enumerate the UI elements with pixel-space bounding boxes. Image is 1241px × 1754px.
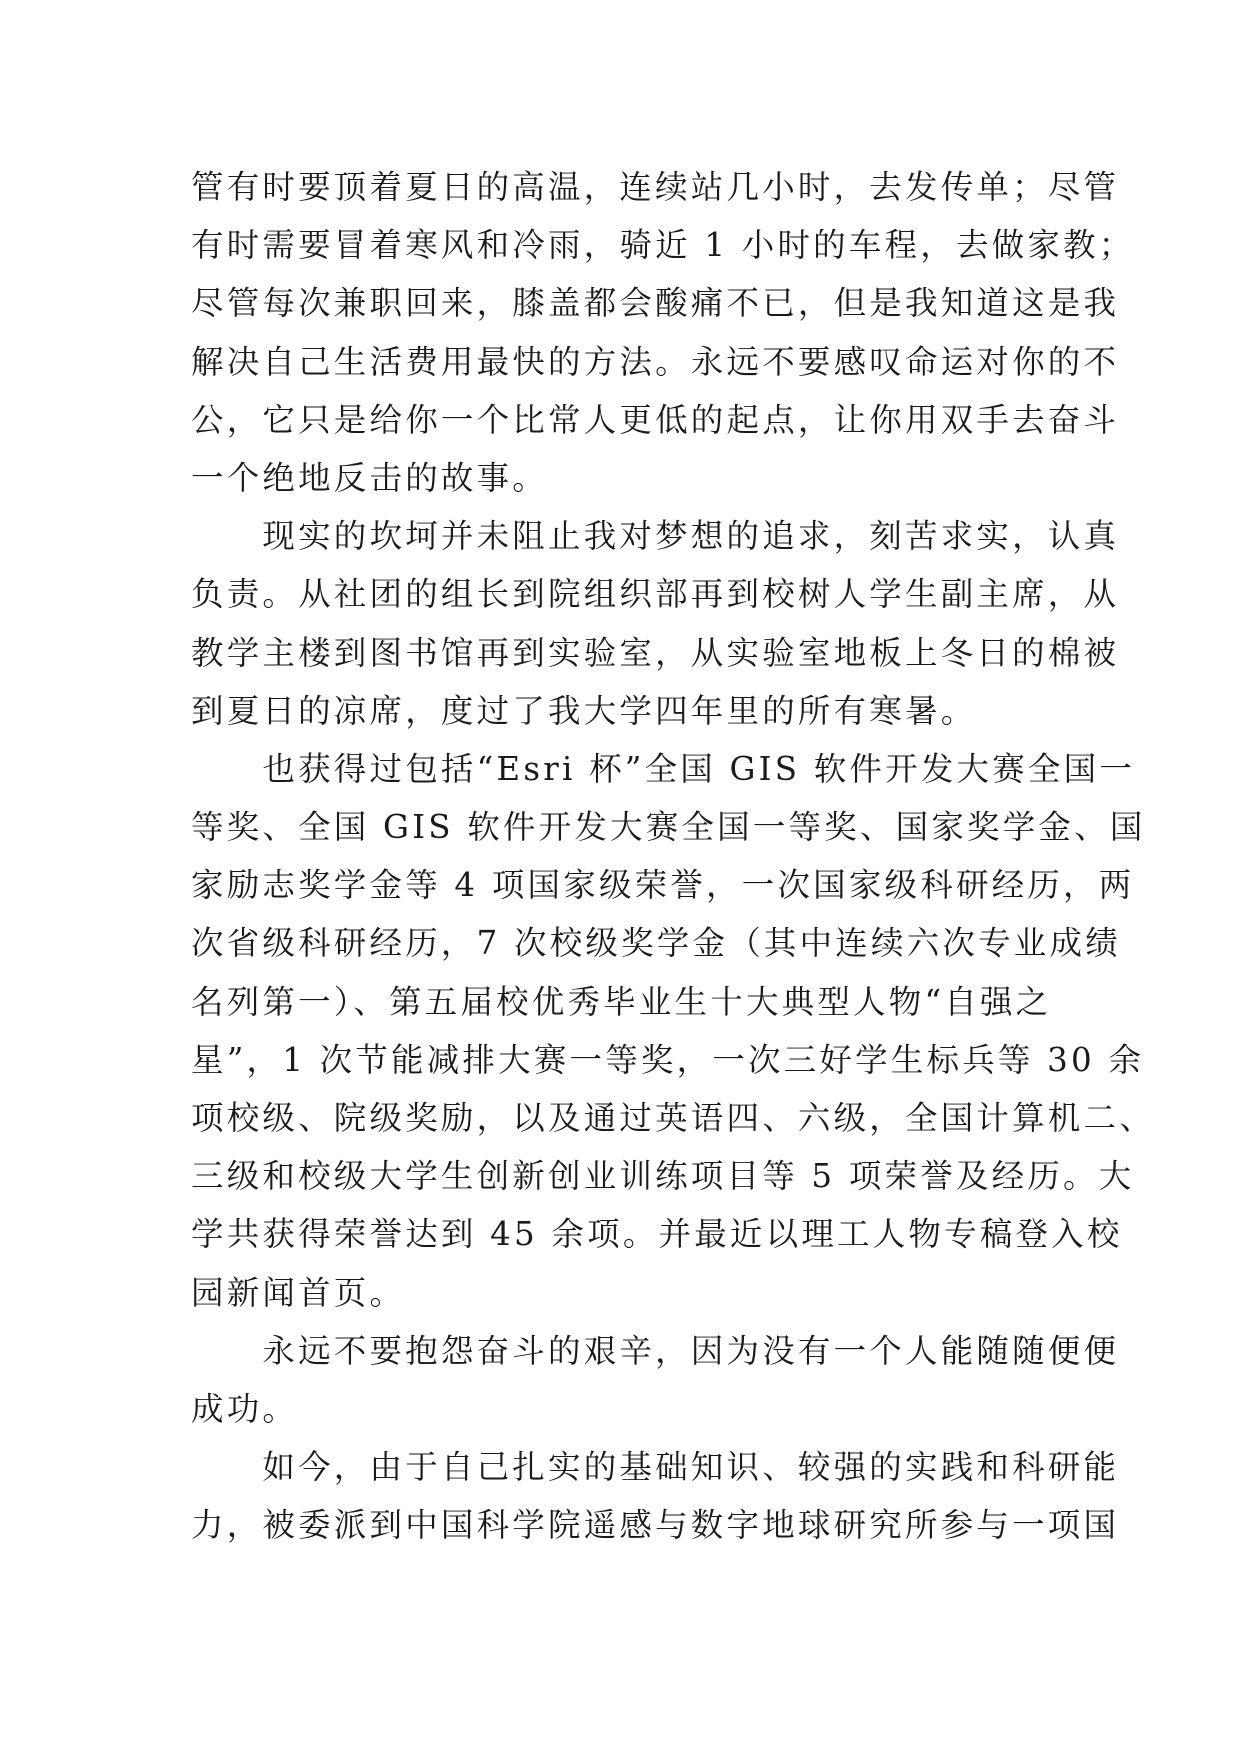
text-line: 到夏日的凉席，度过了我大学四年里的所有寒暑。: [191, 691, 977, 730]
text-line: 成功。: [191, 1389, 299, 1428]
text-line: 现实的坎坷并未阻止我对梦想的追求，刻苦求实，认真: [191, 517, 1120, 556]
text-line: 如今，由于自己扎实的基础知识、较强的实践和科研能: [191, 1448, 1120, 1487]
text-line: 教学主楼到图书馆再到实验室，从实验室地板上冬日的棉被: [191, 633, 1120, 672]
text-line: 家励志奖学金等 4 项国家级荣誉，一次国家级科研经历，两: [191, 866, 1135, 905]
text-line: 解决自己生活费用最快的方法。永远不要感叹命运对你的不: [191, 342, 1120, 381]
text-line: 公，它只是给你一个比常人更低的起点，让你用双手去奋斗: [191, 400, 1120, 439]
text-line: 星”，1 次节能减排大赛一等奖，一次三好学生标兵等 30 余: [191, 1040, 1145, 1079]
text-line: 也获得过包括“Esri 杯”全国 GIS 软件开发大赛全国一: [191, 749, 1136, 788]
text-line: 项校级、院级奖励，以及通过英语四、六级，全国计算机二、: [191, 1099, 1155, 1137]
text-line: 学共获得荣誉达到 45 余项。并最近以理工人物专稿登入校: [191, 1215, 1123, 1254]
text-line: 等奖、全国 GIS 软件开发大赛全国一等奖、国家奖学金、国: [191, 808, 1146, 847]
text-line: 尽管每次兼职回来，膝盖都会酸痛不已，但是我知道这是我: [191, 284, 1120, 323]
text-line: 三级和校级大学生创新创业训练项目等 5 项荣誉及经历。大: [191, 1157, 1135, 1196]
text-line: 永远不要抱怨奋斗的艰辛，因为没有一个人能随随便便: [191, 1331, 1120, 1370]
text-line: 一个绝地反击的故事。: [191, 458, 549, 497]
text-line: 次省级科研经历，7 次校级奖学金（其中连续六次专业成绩: [191, 924, 1121, 963]
body-text: [191, 158, 1155, 1555]
text-line: 名列第一）、第五届校优秀毕业生十大典型人物“自强之: [191, 982, 1052, 1021]
text-line: 有时需要冒着寒风和冷雨，骑近 1 小时的车程，去做家教；: [191, 226, 1135, 265]
text-line: 力，被委派到中国科学院遥感与数字地球研究所参与一项国: [191, 1506, 1120, 1545]
text-line: 园新闻首页。: [191, 1273, 406, 1312]
text-line: 负责。从社团的组长到院组织部再到校树人学生副主席，从: [191, 575, 1120, 614]
text-line: 管有时要顶着夏日的高温，连续站几小时，去发传单；尽管: [191, 168, 1120, 206]
